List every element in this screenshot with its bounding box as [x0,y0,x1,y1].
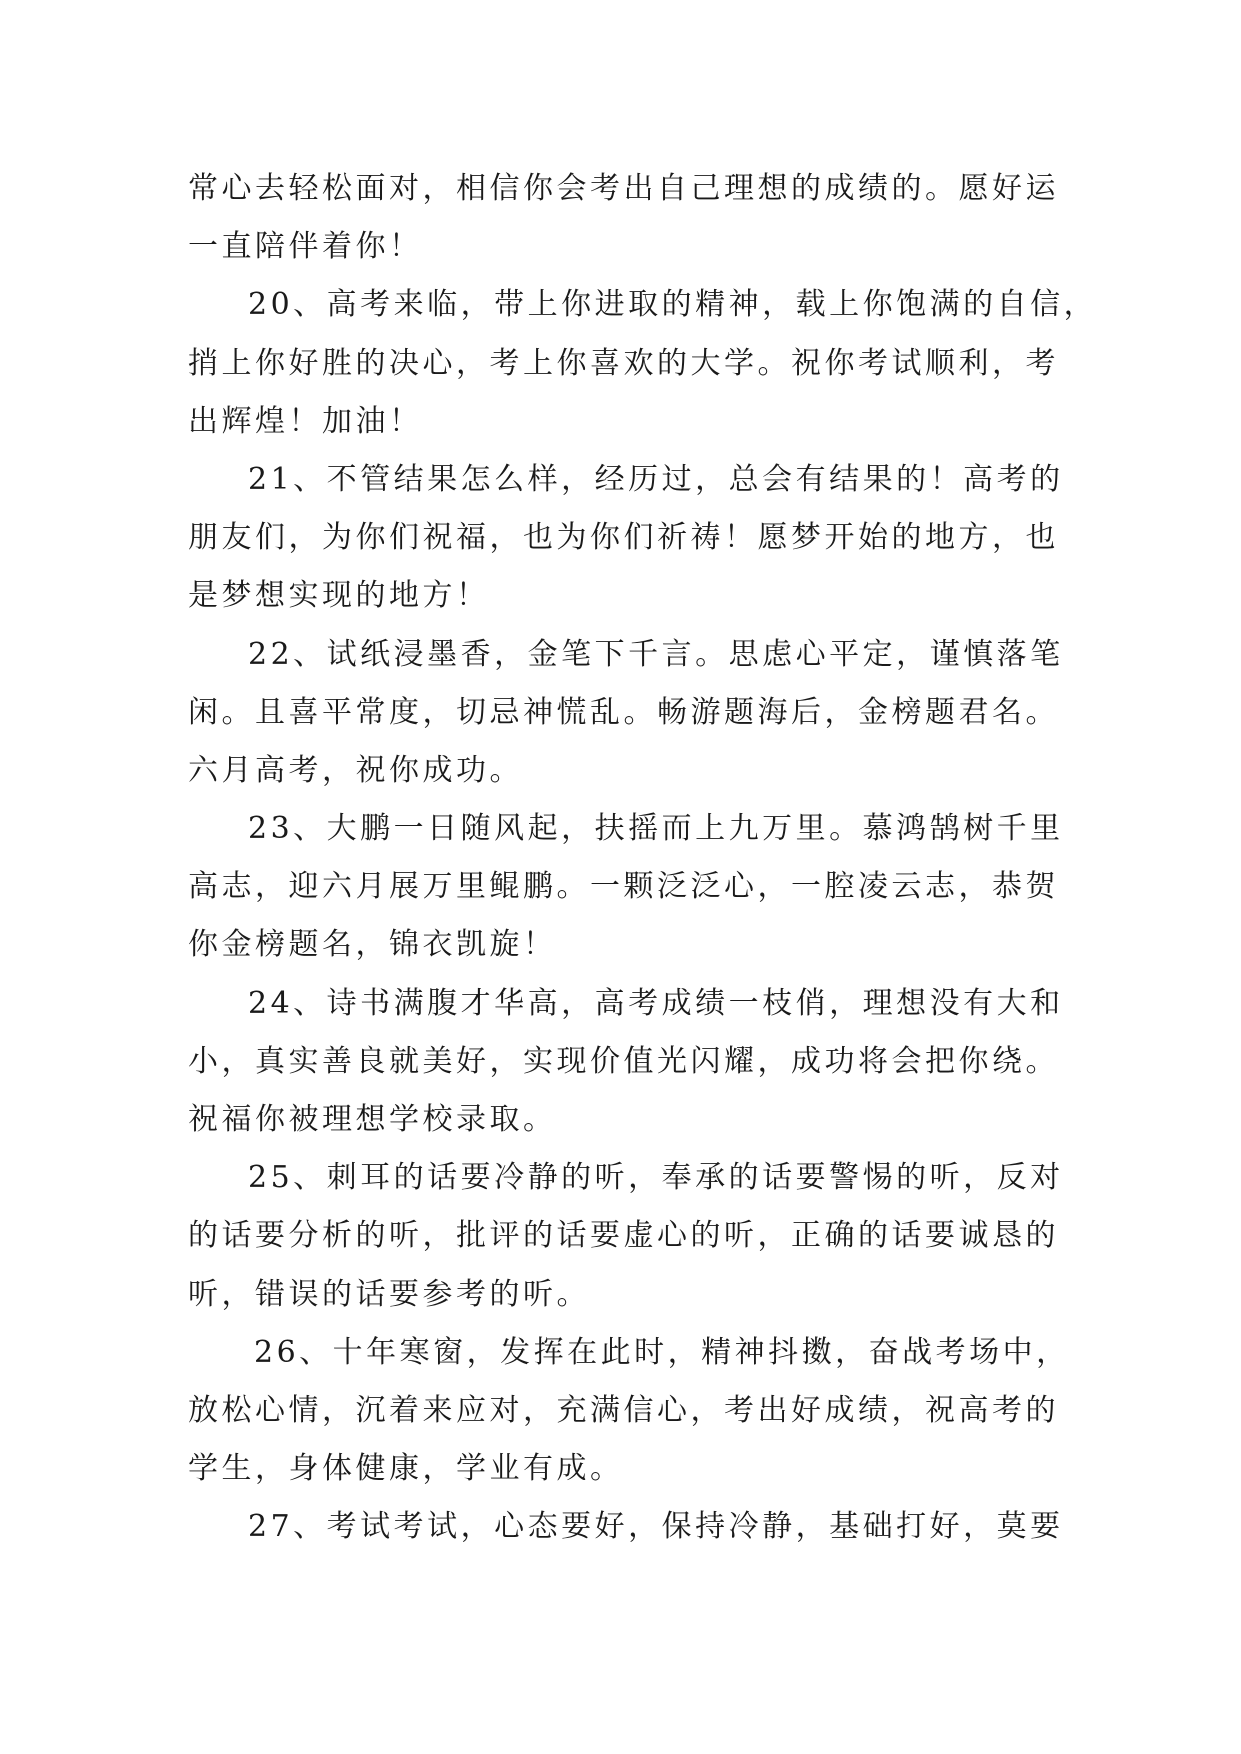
paragraph-item-27 [188,1498,1064,1556]
text-line: 20、高考来临，带上你进取的精神，载上你饱满的自信， [248,287,1098,323]
text-line: 24、诗书满腹才华高，高考成绩一枝俏，理想没有大和 [248,985,1064,1021]
text-line: 你金榜题名，锦衣凯旋！ [188,927,557,963]
text-line: 闲。且喜平常度，切忌神慌乱。畅游题海后，金榜题君名。 [188,694,1059,730]
text-line: 学生，身体健康，学业有成。 [188,1451,624,1487]
text-line: 27、考试考试，心态要好，保持冷静，基础打好，莫要 [248,1509,1064,1545]
text-line: 一直陪伴着你！ [188,229,423,265]
document-body [188,160,1098,1557]
text-line: 23、大鹏一日随风起，扶摇而上九万里。慕鸿鹄树千里 [248,811,1064,847]
paragraph-item-22 [188,626,1064,801]
text-line: 25、刺耳的话要冷静的听，奉承的话要警惕的听，反对 [248,1160,1064,1196]
text-line: 是梦想实现的地方！ [188,578,490,614]
text-line: 小，真实善良就美好，实现价值光闪耀，成功将会把你绕。 [188,1043,1059,1079]
paragraph-item-23 [188,800,1064,975]
paragraph-continuation [188,160,1058,276]
text-line: 放松心情，沉着来应对，充满信心，考出好成绩，祝高考的 [188,1392,1059,1428]
paragraph-item-24 [188,975,1064,1150]
text-line: 听，错误的话要参考的听。 [188,1276,590,1312]
text-line: 21、不管结果怎么样，经历过，总会有结果的！高考的 [248,461,1064,497]
paragraph-item-20 [188,276,1098,451]
text-line: 祝福你被理想学校录取。 [188,1102,557,1137]
text-line: 高志，迎六月展万里鲲鹏。一颗泛泛心，一腔凌云志，恭贺 [188,869,1059,905]
paragraph-item-25 [188,1149,1064,1324]
text-line: 出辉煌！加油！ [188,403,423,439]
text-line: 26、十年寒窗，发挥在此时，精神抖擞，奋战考场中， [254,1334,1070,1370]
paragraph-item-21 [188,451,1064,626]
paragraph-item-26 [188,1324,1070,1499]
text-line: 常心去轻松面对，相信你会考出自己理想的成绩的。愿好运 [188,171,1059,206]
text-line: 22、试纸浸墨香，金笔下千言。思虑心平定，谨慎落笔 [248,636,1064,672]
text-line: 六月高考，祝你成功。 [188,752,523,788]
text-line: 的话要分析的听，批评的话要虚心的听，正确的话要诚恳的 [188,1218,1059,1254]
text-line: 捎上你好胜的决心，考上你喜欢的大学。祝你考试顺利，考 [188,345,1059,381]
text-line: 朋友们，为你们祝福，也为你们祈祷！愿梦开始的地方，也 [188,520,1059,556]
